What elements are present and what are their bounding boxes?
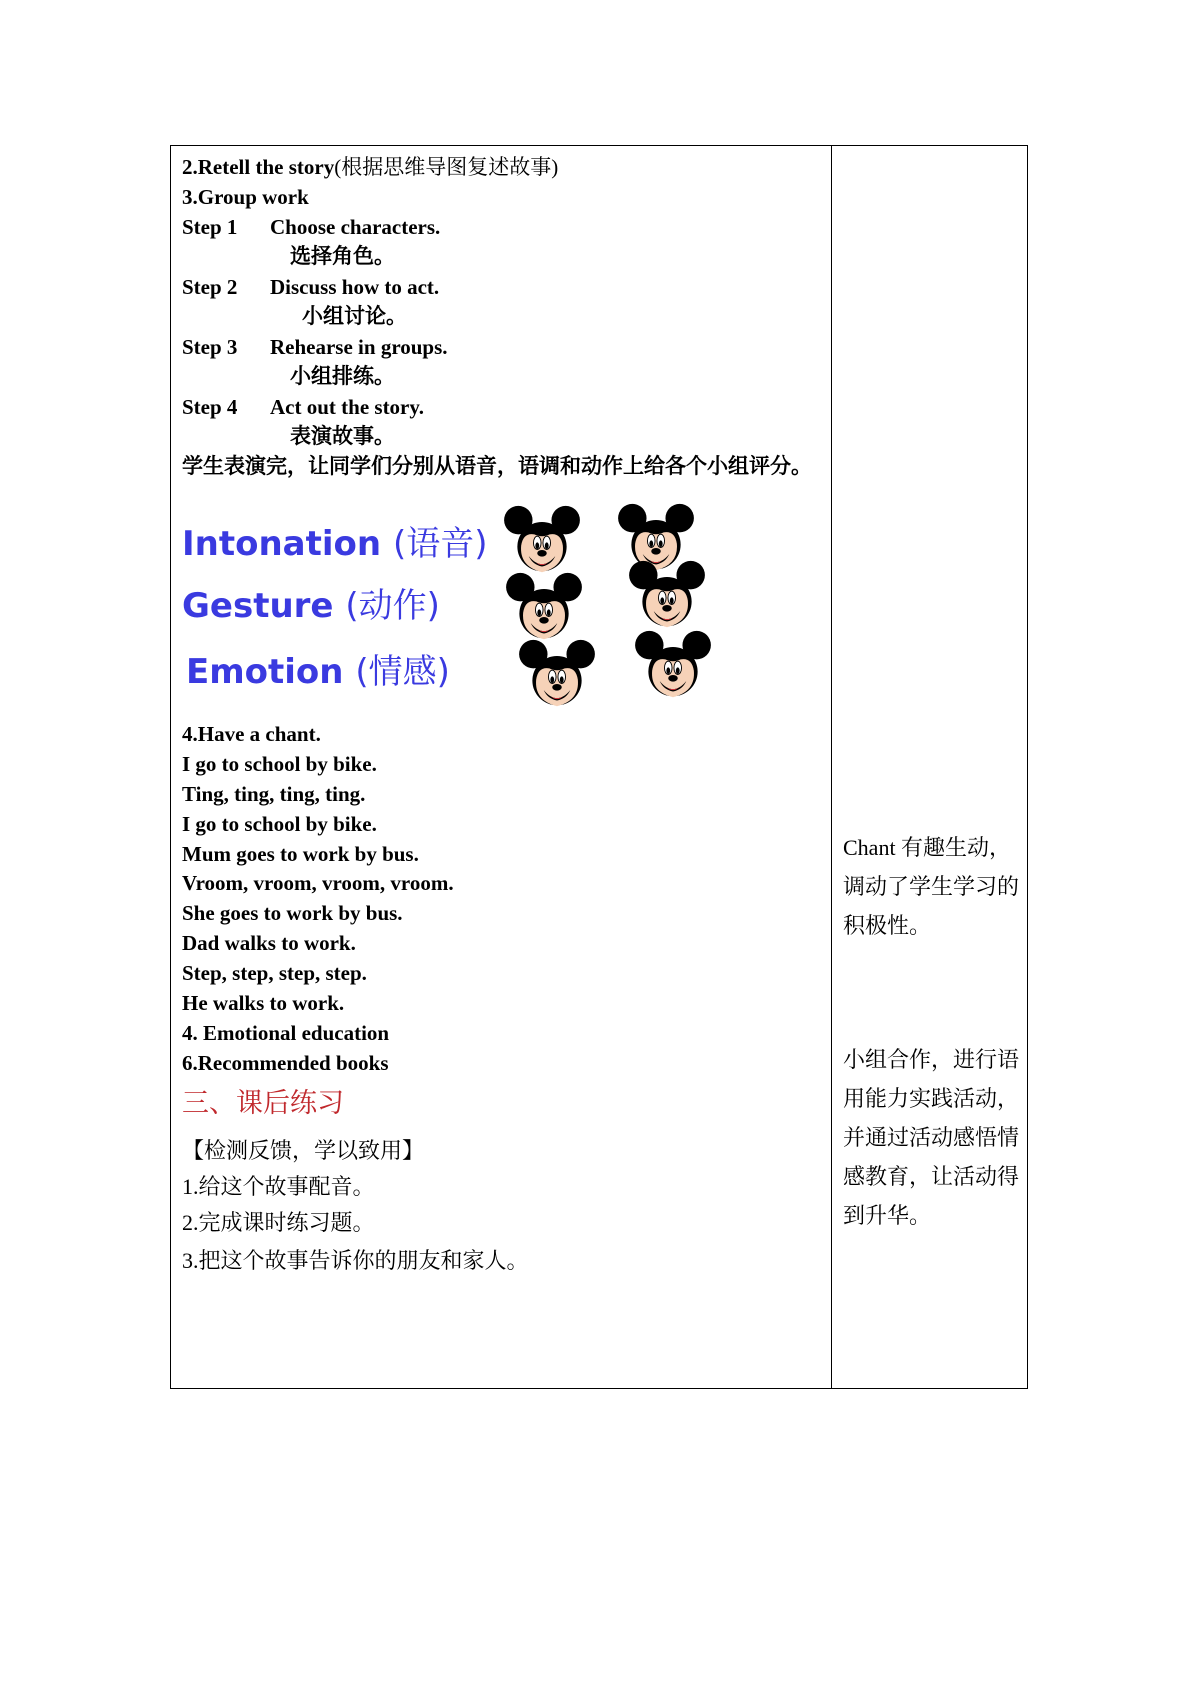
step-translation: 小组排练。 (290, 364, 395, 388)
step-label: Step 1 (182, 215, 238, 239)
criterion-zh: (动作) (345, 586, 440, 626)
chant-line: I go to school by bike. (182, 752, 377, 776)
step-label: Step 3 (182, 335, 238, 359)
mickey-icon (505, 571, 583, 643)
step-text: Act out the story. (270, 395, 424, 419)
mickey-icon (518, 638, 596, 710)
chant-line: Vroom, vroom, vroom, vroom. (182, 871, 454, 895)
lesson-plan-table (170, 145, 1028, 1389)
chant-line: Mum goes to work by bus. (182, 842, 419, 866)
step-label: Step 4 (182, 395, 238, 419)
step-text: Discuss how to act. (270, 275, 440, 299)
step-translation: 选择角色。 (290, 244, 395, 268)
chant-line: He walks to work. (182, 991, 345, 1015)
criterion-zh: (情感) (355, 652, 450, 692)
column-divider (831, 146, 832, 1388)
step-translation: 小组讨论。 (302, 304, 407, 328)
practice-header: 【检测反馈，学以致用】 (182, 1138, 425, 1163)
practice-item: 3.把这个故事告诉你的朋友和家人。 (182, 1248, 529, 1273)
chant-line: I go to school by bike. (182, 812, 377, 836)
design-note-group: 小组合作，进行语用能力实践活动，并通过活动感悟情感教育，让活动得到升华。 (843, 1047, 1020, 1228)
criterion-zh: (语音) (392, 524, 488, 564)
criterion-en: Intonation (182, 524, 382, 564)
criterion-en: Gesture (182, 586, 334, 626)
step-text: Rehearse in groups. (270, 335, 448, 359)
group-work-heading: 3.Group work (182, 185, 309, 209)
emotional-education-heading: 4. Emotional education (182, 1021, 390, 1045)
practice-item: 2.完成课时练习题。 (182, 1210, 375, 1235)
step-label: Step 2 (182, 275, 238, 299)
mickey-icon (503, 504, 581, 576)
retell-heading (182, 154, 558, 180)
recommended-books-heading: 6.Recommended books (182, 1051, 389, 1075)
chant-line: Step, step, step, step. (182, 961, 367, 985)
chant-line: Dad walks to work. (182, 931, 356, 955)
design-note-chant: Chant 有趣生动，调动了学生学习的积极性。 (843, 835, 1020, 938)
criterion-emotion (186, 652, 450, 692)
section-title: 三、课后练习 (182, 1088, 344, 1118)
evaluation-note: 学生表演完，让同学们分别从语音，语调和动作上给各个小组评分。 (182, 454, 812, 478)
criterion-gesture (182, 586, 440, 626)
mickey-icon (628, 559, 706, 631)
retell-label: 2.Retell the story (182, 155, 335, 179)
chant-line: 4.Have a chant. (182, 722, 321, 746)
criterion-intonation (182, 524, 487, 564)
step-translation: 表演故事。 (290, 424, 395, 448)
mickey-icon (634, 629, 712, 701)
retell-note: (根据思维导图复述故事) (334, 155, 559, 179)
chant-line: Ting, ting, ting, ting. (182, 782, 366, 806)
criterion-en: Emotion (186, 652, 344, 692)
step-text: Choose characters. (270, 215, 441, 239)
practice-item: 1.给这个故事配音。 (182, 1174, 375, 1199)
chant-line: She goes to work by bus. (182, 901, 403, 925)
